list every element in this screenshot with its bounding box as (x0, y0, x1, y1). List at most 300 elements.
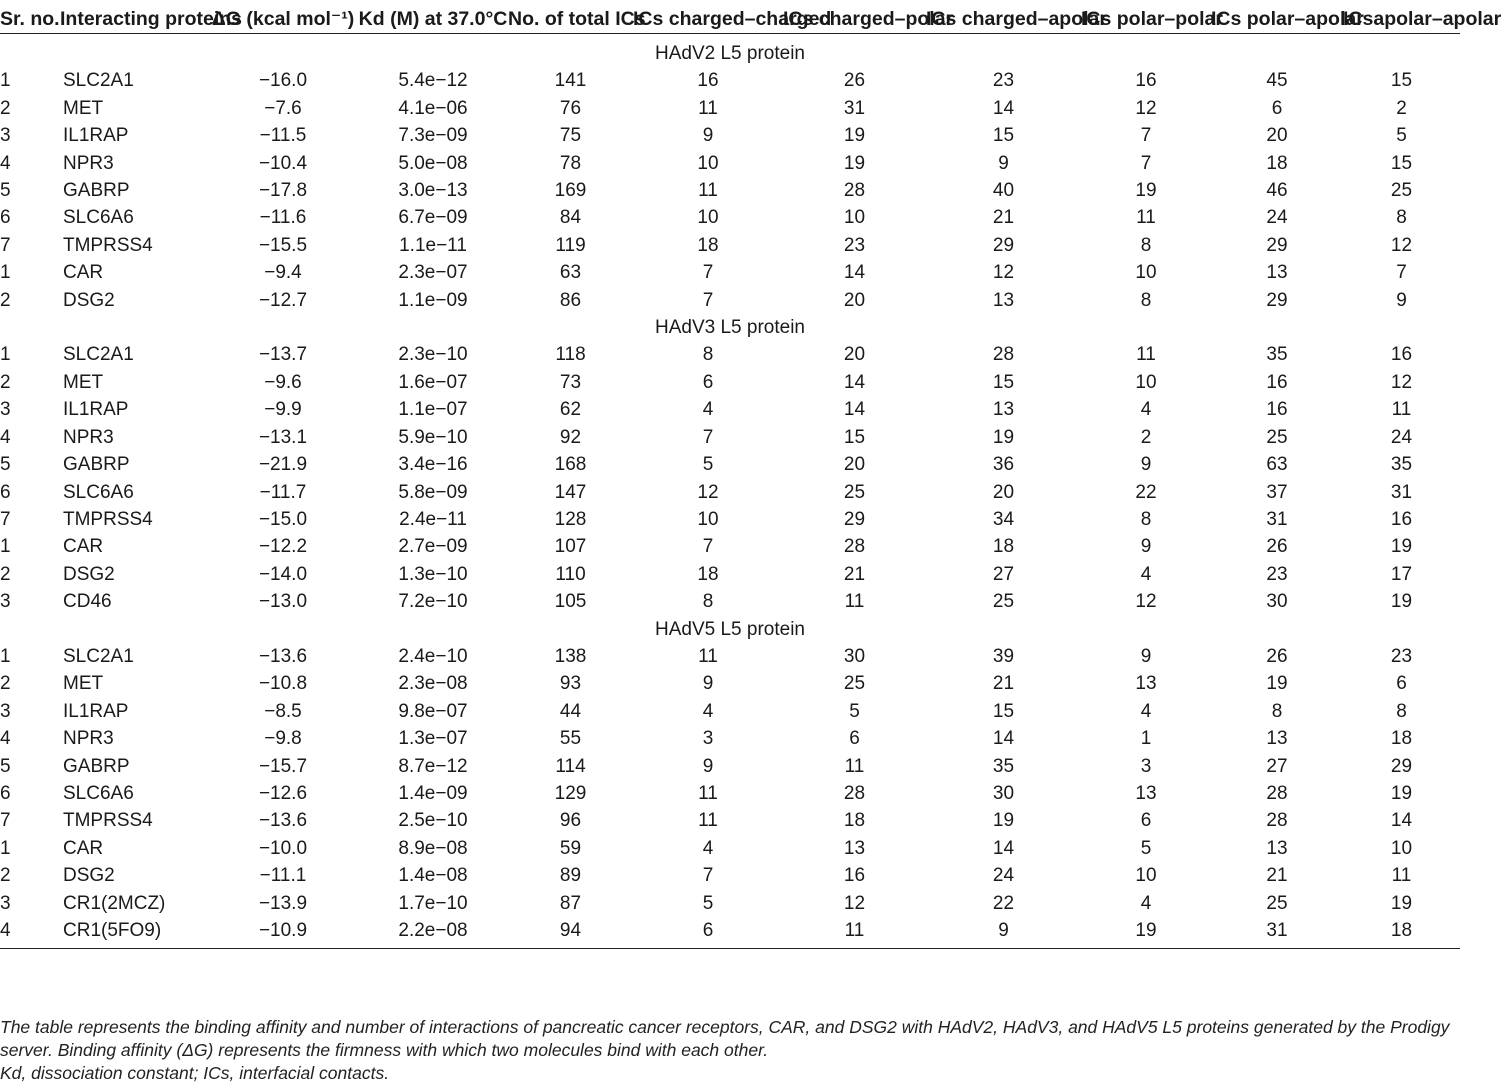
apolar-apolar-cell: 24 (1390, 426, 1413, 448)
apolar-apolar-cell: 7 (1396, 262, 1407, 284)
charged-charged-cell: 10 (697, 508, 719, 530)
polar-apolar-cell: 25 (1266, 426, 1288, 448)
protein-cell: DSG2 (63, 865, 115, 887)
kd-cell: 1.3e−07 (398, 728, 468, 750)
delta-g-cell: −11.6 (259, 207, 307, 229)
charged-apolar-cell: 19 (992, 810, 1015, 832)
kd-cell: 8.9e−08 (398, 837, 468, 859)
total-ics-cell: 76 (559, 97, 582, 119)
total-ics-cell: 141 (554, 70, 587, 92)
table-row (0, 917, 1460, 949)
charged-polar-cell: 16 (843, 865, 866, 887)
sr-no-cell: 6 (0, 207, 11, 229)
polar-polar-cell: 9 (1140, 645, 1152, 667)
charged-apolar-cell: 22 (992, 892, 1015, 914)
charged-charged-cell: 3 (702, 728, 714, 750)
charged-apolar-cell: 40 (992, 180, 1015, 202)
sr-no-cell: 3 (0, 591, 11, 613)
polar-polar-cell: 11 (1136, 207, 1156, 229)
charged-polar-cell: 20 (843, 344, 866, 366)
protein-cell: MET (63, 97, 104, 119)
protein-cell: TMPRSS4 (63, 234, 153, 256)
charged-apolar-cell: 35 (992, 755, 1015, 777)
header-total-ics: No. of total ICs (508, 6, 633, 34)
table-row (0, 725, 1460, 752)
kd-cell: 2.2e−08 (358, 917, 508, 949)
delta-g-cell: −13.1 (258, 426, 308, 448)
total-ics-cell: 119 (555, 234, 586, 256)
protein-cell: SLC6A6 (63, 782, 134, 804)
apolar-apolar-cell: 5 (1396, 125, 1407, 147)
charged-polar-cell: 20 (843, 454, 866, 476)
header-row (0, 6, 1460, 34)
table-row (0, 807, 1460, 834)
charged-apolar-cell: 13 (992, 289, 1015, 311)
charged-polar-cell: 14 (843, 262, 866, 284)
charged-apolar-cell: 15 (992, 125, 1015, 147)
kd-cell: 1.4e−08 (398, 865, 468, 887)
table-footnote (0, 1016, 1460, 1085)
total-ics-cell: 73 (559, 371, 582, 393)
charged-polar-cell: 31 (843, 97, 866, 119)
polar-polar-cell: 8 (1140, 289, 1152, 311)
polar-apolar-cell: 31 (1266, 508, 1288, 530)
charged-charged-cell: 8 (702, 344, 714, 366)
kd-cell: 6.7e−09 (398, 207, 468, 229)
kd-cell: 3.0e−13 (398, 180, 468, 202)
table-row (0, 287, 1460, 314)
polar-polar-cell: 13 (1135, 673, 1157, 695)
polar-apolar-cell: 13 (1266, 728, 1288, 750)
protein-cell: CR1(5FO9) (60, 917, 208, 949)
apolar-apolar-cell: 19 (1390, 536, 1413, 558)
header-ics-charged-polar: ICs charged–polar (783, 6, 926, 34)
polar-polar-cell: 6 (1140, 810, 1152, 832)
polar-apolar-cell: 29 (1266, 234, 1288, 256)
charged-charged-cell: 11 (698, 645, 718, 667)
charged-charged-cell: 8 (702, 591, 714, 613)
table-row (0, 862, 1460, 889)
delta-g-cell: −9.8 (264, 728, 302, 750)
total-ics-cell: 138 (554, 645, 587, 667)
charged-charged-cell: 16 (697, 70, 719, 92)
total-ics-cell: 44 (559, 700, 582, 722)
sr-no-cell: 1 (0, 645, 11, 667)
polar-polar-cell: 2 (1140, 426, 1152, 448)
apolar-apolar-cell: 19 (1390, 591, 1413, 613)
total-ics-cell: 89 (559, 865, 582, 887)
charged-charged-cell: 7 (702, 262, 714, 284)
protein-cell: GABRP (63, 180, 130, 202)
table-row (0, 369, 1460, 396)
charged-polar-cell: 21 (843, 563, 866, 585)
charged-polar-cell: 30 (843, 645, 866, 667)
polar-polar-cell: 19 (1135, 180, 1157, 202)
delta-g-cell: −13.9 (258, 892, 308, 914)
delta-g-cell: −13.6 (258, 810, 308, 832)
charged-polar-cell: 19 (843, 125, 866, 147)
table-row (0, 95, 1460, 122)
charged-polar-cell: 6 (849, 728, 860, 750)
polar-apolar-cell: 20 (1266, 125, 1288, 147)
polar-polar-cell: 22 (1135, 481, 1157, 503)
apolar-apolar-cell: 31 (1390, 481, 1413, 503)
table-row (0, 204, 1460, 231)
polar-polar-cell: 4 (1140, 892, 1152, 914)
table-row (0, 890, 1460, 917)
kd-cell: 2.4e−11 (399, 508, 467, 530)
table-header (0, 6, 1501, 34)
protein-cell: DSG2 (63, 289, 115, 311)
table-row (0, 232, 1460, 259)
sr-no-cell: 2 (0, 289, 11, 311)
header-sr-no: Sr. no. (0, 6, 60, 34)
polar-apolar-cell: 31 (1211, 917, 1343, 949)
charged-polar-cell: 25 (843, 481, 866, 503)
charged-charged-cell: 18 (697, 563, 719, 585)
delta-g-cell: −9.4 (264, 262, 302, 284)
polar-apolar-cell: 26 (1266, 536, 1288, 558)
protein-cell: SLC2A1 (63, 344, 134, 366)
total-ics-cell: 107 (554, 536, 587, 558)
total-ics-cell: 87 (559, 892, 582, 914)
polar-polar-cell: 1 (1140, 728, 1152, 750)
delta-g-cell: −9.6 (264, 371, 302, 393)
kd-cell: 2.3e−08 (398, 673, 468, 695)
polar-apolar-cell: 18 (1266, 152, 1288, 174)
table-row (0, 506, 1460, 533)
delta-g-cell: −11.7 (259, 481, 307, 503)
charged-apolar-cell: 27 (992, 563, 1015, 585)
delta-g-cell: −13.6 (258, 645, 308, 667)
apolar-apolar-cell: 19 (1390, 892, 1413, 914)
sr-no-cell: 1 (0, 536, 11, 558)
charged-charged-cell: 4 (702, 399, 714, 421)
polar-apolar-cell: 63 (1266, 454, 1288, 476)
protein-cell: IL1RAP (63, 125, 129, 147)
sr-no-cell: 1 (0, 70, 11, 92)
charged-charged-cell: 11 (698, 810, 718, 832)
protein-cell: CD46 (63, 591, 112, 613)
polar-apolar-cell: 13 (1266, 837, 1288, 859)
polar-apolar-cell: 13 (1266, 262, 1288, 284)
footnote-abbreviations: Kd, dissociation constant; ICs, interfacial contacts. (0, 1063, 390, 1083)
protein-cell: TMPRSS4 (63, 508, 153, 530)
polar-apolar-cell: 16 (1266, 399, 1288, 421)
apolar-apolar-cell: 19 (1390, 782, 1413, 804)
polar-apolar-cell: 35 (1266, 344, 1288, 366)
delta-g-cell: −7.6 (264, 97, 302, 119)
charged-apolar-cell: 20 (992, 481, 1015, 503)
sr-no-cell: 3 (0, 700, 11, 722)
charged-polar-cell: 14 (843, 399, 866, 421)
header-kd: Kd (M) at 37.0°C (358, 6, 508, 34)
charged-charged-cell: 9 (702, 125, 714, 147)
protein-cell: CAR (63, 837, 104, 859)
delta-g-cell: −15.7 (258, 755, 308, 777)
section-row (0, 616, 1460, 643)
total-ics-cell: 114 (555, 755, 586, 777)
polar-polar-cell: 3 (1140, 755, 1152, 777)
charged-polar-cell: 11 (844, 591, 865, 613)
table-row (0, 177, 1460, 204)
polar-polar-cell: 9 (1140, 454, 1152, 476)
apolar-apolar-cell: 11 (1391, 399, 1412, 421)
kd-cell: 1.7e−10 (398, 892, 468, 914)
sr-no-cell: 2 (0, 673, 11, 695)
charged-polar-cell: 11 (783, 917, 926, 949)
protein-cell: TMPRSS4 (63, 810, 153, 832)
charged-apolar-cell: 21 (992, 673, 1015, 695)
kd-cell: 1.4e−09 (398, 782, 468, 804)
total-ics-cell: 94 (508, 917, 633, 949)
polar-polar-cell: 12 (1135, 591, 1157, 613)
kd-cell: 4.1e−06 (398, 97, 468, 119)
apolar-apolar-cell: 16 (1390, 344, 1413, 366)
sr-no-cell: 2 (0, 97, 11, 119)
charged-apolar-cell: 13 (992, 399, 1015, 421)
charged-apolar-cell: 28 (992, 344, 1015, 366)
delta-g-cell: −14.0 (258, 563, 308, 585)
charged-apolar-cell: 15 (992, 371, 1015, 393)
table-row (0, 150, 1460, 177)
table-row (0, 479, 1460, 506)
header-ics-polar-polar: ICs polar–polar (1081, 6, 1211, 34)
polar-apolar-cell: 28 (1266, 782, 1288, 804)
charged-apolar-cell: 23 (992, 70, 1015, 92)
sr-no-cell: 4 (0, 426, 11, 448)
charged-apolar-cell: 39 (992, 645, 1015, 667)
polar-apolar-cell: 29 (1266, 289, 1288, 311)
sr-no-cell: 7 (0, 508, 11, 530)
charged-polar-cell: 28 (843, 782, 866, 804)
table-row (0, 67, 1460, 94)
polar-polar-cell: 7 (1140, 152, 1152, 174)
polar-apolar-cell: 21 (1266, 865, 1288, 887)
charged-polar-cell: 14 (843, 371, 866, 393)
table-row (0, 396, 1460, 423)
charged-apolar-cell: 19 (992, 426, 1015, 448)
protein-cell: NPR3 (63, 728, 114, 750)
total-ics-cell: 93 (559, 673, 582, 695)
polar-apolar-cell: 24 (1266, 207, 1288, 229)
polar-polar-cell: 8 (1140, 234, 1152, 256)
delta-g-cell: −12.6 (258, 782, 308, 804)
charged-polar-cell: 11 (844, 755, 865, 777)
total-ics-cell: 92 (559, 426, 582, 448)
polar-apolar-cell: 30 (1266, 591, 1288, 613)
charged-apolar-cell: 21 (992, 207, 1015, 229)
protein-cell: IL1RAP (63, 700, 129, 722)
kd-cell: 5.9e−10 (398, 426, 468, 448)
table-row (0, 588, 1460, 615)
kd-cell: 5.8e−09 (398, 481, 468, 503)
total-ics-cell: 118 (555, 344, 586, 366)
charged-polar-cell: 18 (843, 810, 866, 832)
protein-cell: DSG2 (63, 563, 115, 585)
polar-polar-cell: 10 (1135, 865, 1157, 887)
polar-polar-cell: 10 (1135, 371, 1157, 393)
total-ics-cell: 129 (554, 782, 587, 804)
charged-apolar-cell: 14 (992, 97, 1015, 119)
apolar-apolar-cell: 25 (1390, 180, 1413, 202)
table-row (0, 424, 1460, 451)
total-ics-cell: 63 (559, 262, 582, 284)
polar-polar-cell: 12 (1135, 97, 1157, 119)
charged-apolar-cell: 12 (992, 262, 1015, 284)
sr-no-cell: 1 (0, 344, 11, 366)
delta-g-cell: −16.0 (258, 70, 308, 92)
table-row (0, 561, 1460, 588)
total-ics-cell: 75 (559, 125, 582, 147)
kd-cell: 1.6e−07 (398, 371, 468, 393)
sr-no-cell: 1 (0, 262, 11, 284)
charged-polar-cell: 26 (843, 70, 866, 92)
polar-polar-cell: 9 (1140, 536, 1152, 558)
sr-no-cell: 4 (0, 917, 60, 949)
charged-charged-cell: 10 (697, 207, 719, 229)
apolar-apolar-cell: 12 (1390, 234, 1413, 256)
delta-g-cell: −11.5 (259, 125, 307, 147)
kd-cell: 7.3e−09 (398, 125, 468, 147)
sr-no-cell: 3 (0, 892, 11, 914)
kd-cell: 9.8e−07 (398, 700, 468, 722)
header-ics-charged-apolar: ICs charged–apolar (926, 6, 1081, 34)
delta-g-cell: −11.1 (259, 865, 307, 887)
apolar-apolar-cell: 23 (1390, 645, 1413, 667)
charged-polar-cell: 13 (843, 837, 866, 859)
total-ics-cell: 128 (554, 508, 587, 530)
charged-charged-cell: 7 (702, 536, 714, 558)
sr-no-cell: 6 (0, 782, 11, 804)
protein-cell: MET (63, 673, 104, 695)
charged-polar-cell: 20 (843, 289, 866, 311)
apolar-apolar-cell: 18 (1390, 728, 1413, 750)
charged-polar-cell: 15 (843, 426, 866, 448)
sr-no-cell: 7 (0, 810, 11, 832)
apolar-apolar-cell: 8 (1396, 207, 1407, 229)
protein-cell: SLC2A1 (63, 70, 134, 92)
apolar-apolar-cell: 18 (1343, 917, 1460, 949)
header-delta-g: ΔG (kcal mol⁻¹) (208, 6, 358, 34)
delta-g-cell: −10.9 (208, 917, 358, 949)
table-row (0, 670, 1460, 697)
kd-cell: 1.1e−09 (398, 289, 468, 311)
kd-cell: 2.5e−10 (398, 810, 468, 832)
polar-polar-cell: 16 (1135, 70, 1157, 92)
protein-cell: GABRP (63, 454, 130, 476)
sr-no-cell: 6 (0, 481, 11, 503)
polar-polar-cell: 8 (1140, 508, 1152, 530)
table-row (0, 780, 1460, 807)
delta-g-cell: −21.9 (258, 454, 308, 476)
table-row (0, 341, 1460, 368)
protein-cell: SLC6A6 (63, 481, 134, 503)
polar-apolar-cell: 27 (1266, 755, 1288, 777)
polar-apolar-cell: 19 (1266, 673, 1288, 695)
charged-apolar-cell: 25 (992, 591, 1015, 613)
charged-charged-cell: 6 (633, 917, 783, 949)
charged-charged-cell: 18 (697, 234, 719, 256)
sr-no-cell: 4 (0, 728, 11, 750)
protein-cell: MET (63, 371, 104, 393)
charged-polar-cell: 28 (843, 180, 866, 202)
polar-apolar-cell: 6 (1271, 97, 1283, 119)
apolar-apolar-cell: 15 (1390, 70, 1413, 92)
section-title: HAdV5 L5 protein (655, 618, 805, 640)
total-ics-cell: 55 (559, 728, 582, 750)
apolar-apolar-cell: 35 (1390, 454, 1413, 476)
total-ics-cell: 147 (554, 481, 587, 503)
table-row (0, 259, 1460, 286)
polar-apolar-cell: 25 (1266, 892, 1288, 914)
charged-apolar-cell: 9 (998, 152, 1009, 174)
protein-cell: CAR (63, 536, 104, 558)
charged-charged-cell: 5 (702, 892, 714, 914)
kd-cell: 2.3e−07 (398, 262, 468, 284)
polar-polar-cell: 5 (1140, 837, 1152, 859)
kd-cell: 3.4e−16 (398, 454, 468, 476)
charged-apolar-cell: 34 (992, 508, 1015, 530)
kd-cell: 5.0e−08 (398, 152, 468, 174)
apolar-apolar-cell: 8 (1396, 700, 1407, 722)
charged-charged-cell: 11 (698, 180, 718, 202)
protein-cell: NPR3 (63, 152, 114, 174)
charged-polar-cell: 29 (843, 508, 866, 530)
binding-affinity-table (0, 6, 1501, 949)
charged-charged-cell: 9 (702, 755, 714, 777)
charged-charged-cell: 7 (702, 865, 714, 887)
kd-cell: 2.4e−10 (398, 645, 468, 667)
table-row (0, 753, 1460, 780)
apolar-apolar-cell: 14 (1390, 810, 1413, 832)
charged-polar-cell: 25 (843, 673, 866, 695)
charged-apolar-cell: 18 (992, 536, 1015, 558)
charged-polar-cell: 10 (843, 207, 866, 229)
polar-polar-cell: 13 (1135, 782, 1157, 804)
footnote-description: The table represents the binding affinity and number of interactions of pancreatic cancer receptors, CAR, and DSG2 with HAdV2, HAdV3, and HAdV5 L5 proteins generated by the Prodigy server. Binding affinity (ΔG) represents the firmness with which two molecules bind with each other. (0, 1017, 1450, 1060)
delta-g-cell: −15.0 (258, 508, 308, 530)
header-ics-charged-charged: ICs charged–charged (633, 6, 783, 34)
polar-apolar-cell: 26 (1266, 645, 1288, 667)
charged-charged-cell: 4 (702, 700, 714, 722)
delta-g-cell: −13.7 (258, 344, 308, 366)
charged-polar-cell: 12 (843, 892, 866, 914)
polar-polar-cell: 4 (1140, 700, 1152, 722)
header-interacting-proteins: Interacting proteins (60, 6, 208, 34)
sr-no-cell: 2 (0, 563, 11, 585)
apolar-apolar-cell: 12 (1390, 371, 1413, 393)
sr-no-cell: 4 (0, 152, 11, 174)
charged-polar-cell: 19 (843, 152, 866, 174)
charged-charged-cell: 6 (702, 371, 714, 393)
table-row (0, 451, 1460, 478)
delta-g-cell: −13.0 (258, 591, 308, 613)
delta-g-cell: −17.8 (258, 180, 308, 202)
protein-cell: GABRP (63, 755, 130, 777)
total-ics-cell: 168 (554, 454, 587, 476)
section-row (0, 34, 1460, 68)
sr-no-cell: 5 (0, 180, 11, 202)
polar-apolar-cell: 46 (1266, 180, 1288, 202)
total-ics-cell: 105 (554, 591, 587, 613)
table-row (0, 122, 1460, 149)
polar-apolar-cell: 37 (1266, 481, 1288, 503)
apolar-apolar-cell: 10 (1390, 837, 1413, 859)
charged-apolar-cell: 14 (992, 837, 1015, 859)
header-ics-apolar-apolar: ICsapolar–apolar (1343, 6, 1460, 34)
charged-apolar-cell: 29 (992, 234, 1015, 256)
